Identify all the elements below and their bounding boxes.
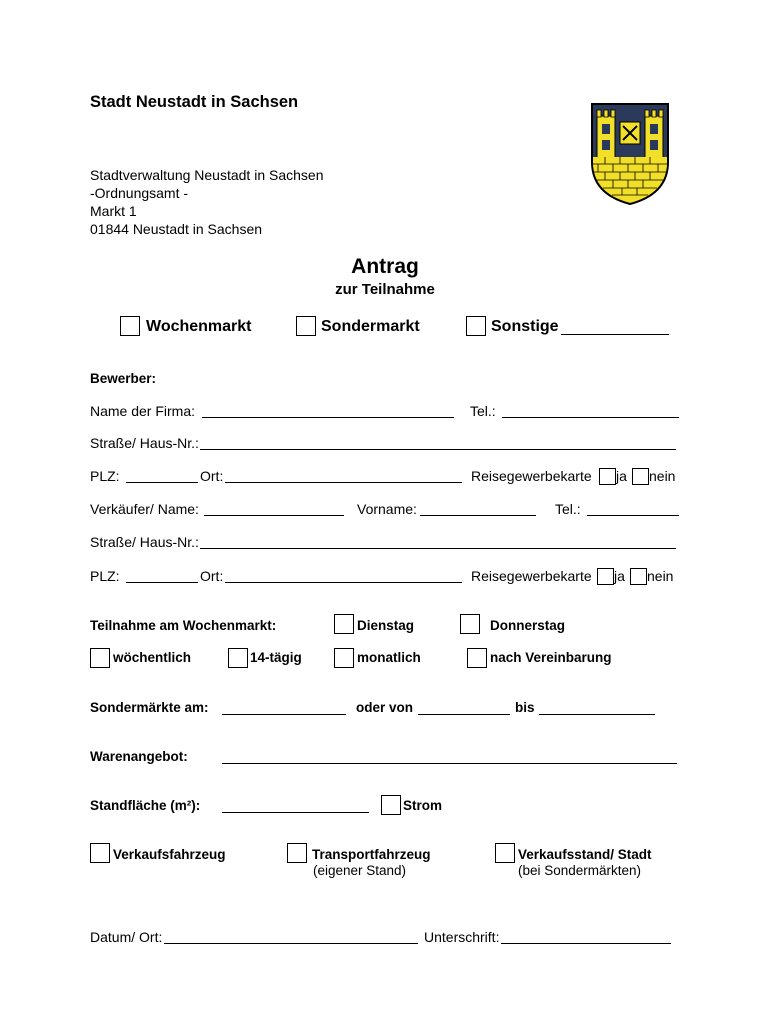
woechentlich-label: wöchentlich <box>113 650 192 665</box>
sonstige-label: Sonstige <box>491 318 559 335</box>
applicant-ja-label: ja <box>616 468 627 484</box>
seller-name-label: Verkäufer/ Name: <box>90 501 199 517</box>
seller-tel-field[interactable] <box>587 515 679 516</box>
bis-field[interactable] <box>539 714 655 715</box>
applicant-nein-label: nein <box>649 468 676 484</box>
nach-vereinbarung-label: nach Vereinbarung <box>490 650 612 665</box>
verkaufsfahrzeug-checkbox[interactable] <box>90 843 110 863</box>
wochenmarkt-checkbox[interactable] <box>120 316 140 336</box>
verkaufsfahrzeug-label: Verkaufsfahrzeug <box>113 847 226 862</box>
vierzehntaegig-label: 14-tägig <box>250 650 302 665</box>
strom-label: Strom <box>403 798 443 813</box>
verkaufsstand-checkbox[interactable] <box>495 843 515 863</box>
seller-ort-label: Ort: <box>200 568 224 584</box>
participation-label: Teilnahme am Wochenmarkt: <box>90 618 277 633</box>
seller-vorname-field[interactable] <box>420 515 536 516</box>
von-field[interactable] <box>418 714 510 715</box>
seller-street-label: Straße/ Haus-Nr.: <box>90 534 199 550</box>
city-title: Stadt Neustadt in Sachsen <box>90 93 299 111</box>
firm-name-label: Name der Firma: <box>90 403 196 419</box>
applicant-reisegewerbekarte-label: Reisegewerbekarte <box>471 468 592 484</box>
address-line-4: 01844 Neustadt in Sachsen <box>90 221 263 237</box>
sondermarkt-label: Sondermarkt <box>321 318 420 335</box>
vierzehntaegig-checkbox[interactable] <box>228 648 248 668</box>
sondermarkt-checkbox[interactable] <box>296 316 316 336</box>
seller-name-field[interactable] <box>204 515 344 516</box>
applicant-nein-checkbox[interactable] <box>632 468 649 485</box>
seller-ja-checkbox[interactable] <box>597 568 614 585</box>
applicant-ort-field[interactable] <box>225 482 462 483</box>
firm-name-field[interactable] <box>202 417 454 418</box>
seller-ja-label: ja <box>614 568 625 584</box>
address-line-3: Markt 1 <box>90 203 137 219</box>
stand-area-field[interactable] <box>222 812 369 813</box>
datum-ort-label: Datum/ Ort: <box>90 929 163 945</box>
goods-label: Warenangebot: <box>90 749 188 764</box>
sonstige-field[interactable] <box>561 334 669 335</box>
form-title: Antrag <box>351 255 419 278</box>
seller-street-field[interactable] <box>200 548 676 549</box>
unterschrift-field[interactable] <box>501 943 671 944</box>
special-markets-date-field[interactable] <box>222 714 346 715</box>
applicant-street-label: Straße/ Haus-Nr.: <box>90 435 199 451</box>
transportfahrzeug-note: (eigener Stand) <box>313 863 407 878</box>
transportfahrzeug-checkbox[interactable] <box>287 843 307 863</box>
applicant-plz-label: PLZ: <box>90 468 120 484</box>
coat-of-arms-icon <box>580 102 680 206</box>
stand-area-label: Standfläche (m²): <box>90 798 201 813</box>
applicant-ja-checkbox[interactable] <box>599 468 616 485</box>
seller-plz-label: PLZ: <box>90 568 120 584</box>
applicant-section-label: Bewerber: <box>90 371 157 386</box>
strom-checkbox[interactable] <box>381 795 401 815</box>
donnerstag-label: Donnerstag <box>490 618 566 633</box>
seller-nein-checkbox[interactable] <box>630 568 647 585</box>
seller-reisegewerbekarte-label: Reisegewerbekarte <box>471 568 592 584</box>
monatlich-label: monatlich <box>357 650 421 665</box>
dienstag-label: Dienstag <box>357 618 415 633</box>
form-subtitle: zur Teilnahme <box>335 281 435 298</box>
goods-field[interactable] <box>222 763 677 764</box>
wochenmarkt-label: Wochenmarkt <box>146 318 252 335</box>
bis-label: bis <box>515 700 535 715</box>
seller-nein-label: nein <box>647 568 674 584</box>
verkaufsstand-note: (bei Sondermärkten) <box>518 863 642 878</box>
woechentlich-checkbox[interactable] <box>90 648 110 668</box>
applicant-tel-label: Tel.: <box>470 403 496 419</box>
applicant-tel-field[interactable] <box>502 417 679 418</box>
seller-plz-field[interactable] <box>126 582 198 583</box>
applicant-street-field[interactable] <box>200 449 676 450</box>
oder-von-label: oder von <box>356 700 414 715</box>
seller-tel-label: Tel.: <box>555 501 581 517</box>
applicant-ort-label: Ort: <box>200 468 224 484</box>
monatlich-checkbox[interactable] <box>334 648 354 668</box>
special-markets-label: Sondermärkte am: <box>90 700 209 715</box>
verkaufsstand-label: Verkaufsstand/ Stadt <box>518 847 652 862</box>
seller-ort-field[interactable] <box>225 582 462 583</box>
donnerstag-checkbox[interactable] <box>460 614 480 634</box>
dienstag-checkbox[interactable] <box>334 614 354 634</box>
address-line-1: Stadtverwaltung Neustadt in Sachsen <box>90 167 324 183</box>
seller-vorname-label: Vorname: <box>357 501 417 517</box>
address-line-2: -Ordnungsamt - <box>90 185 189 201</box>
datum-ort-field[interactable] <box>164 943 418 944</box>
nach-vereinbarung-checkbox[interactable] <box>467 648 487 668</box>
applicant-plz-field[interactable] <box>126 482 198 483</box>
sonstige-checkbox[interactable] <box>466 316 486 336</box>
transportfahrzeug-label: Transportfahrzeug <box>312 847 431 862</box>
unterschrift-label: Unterschrift: <box>424 929 500 945</box>
